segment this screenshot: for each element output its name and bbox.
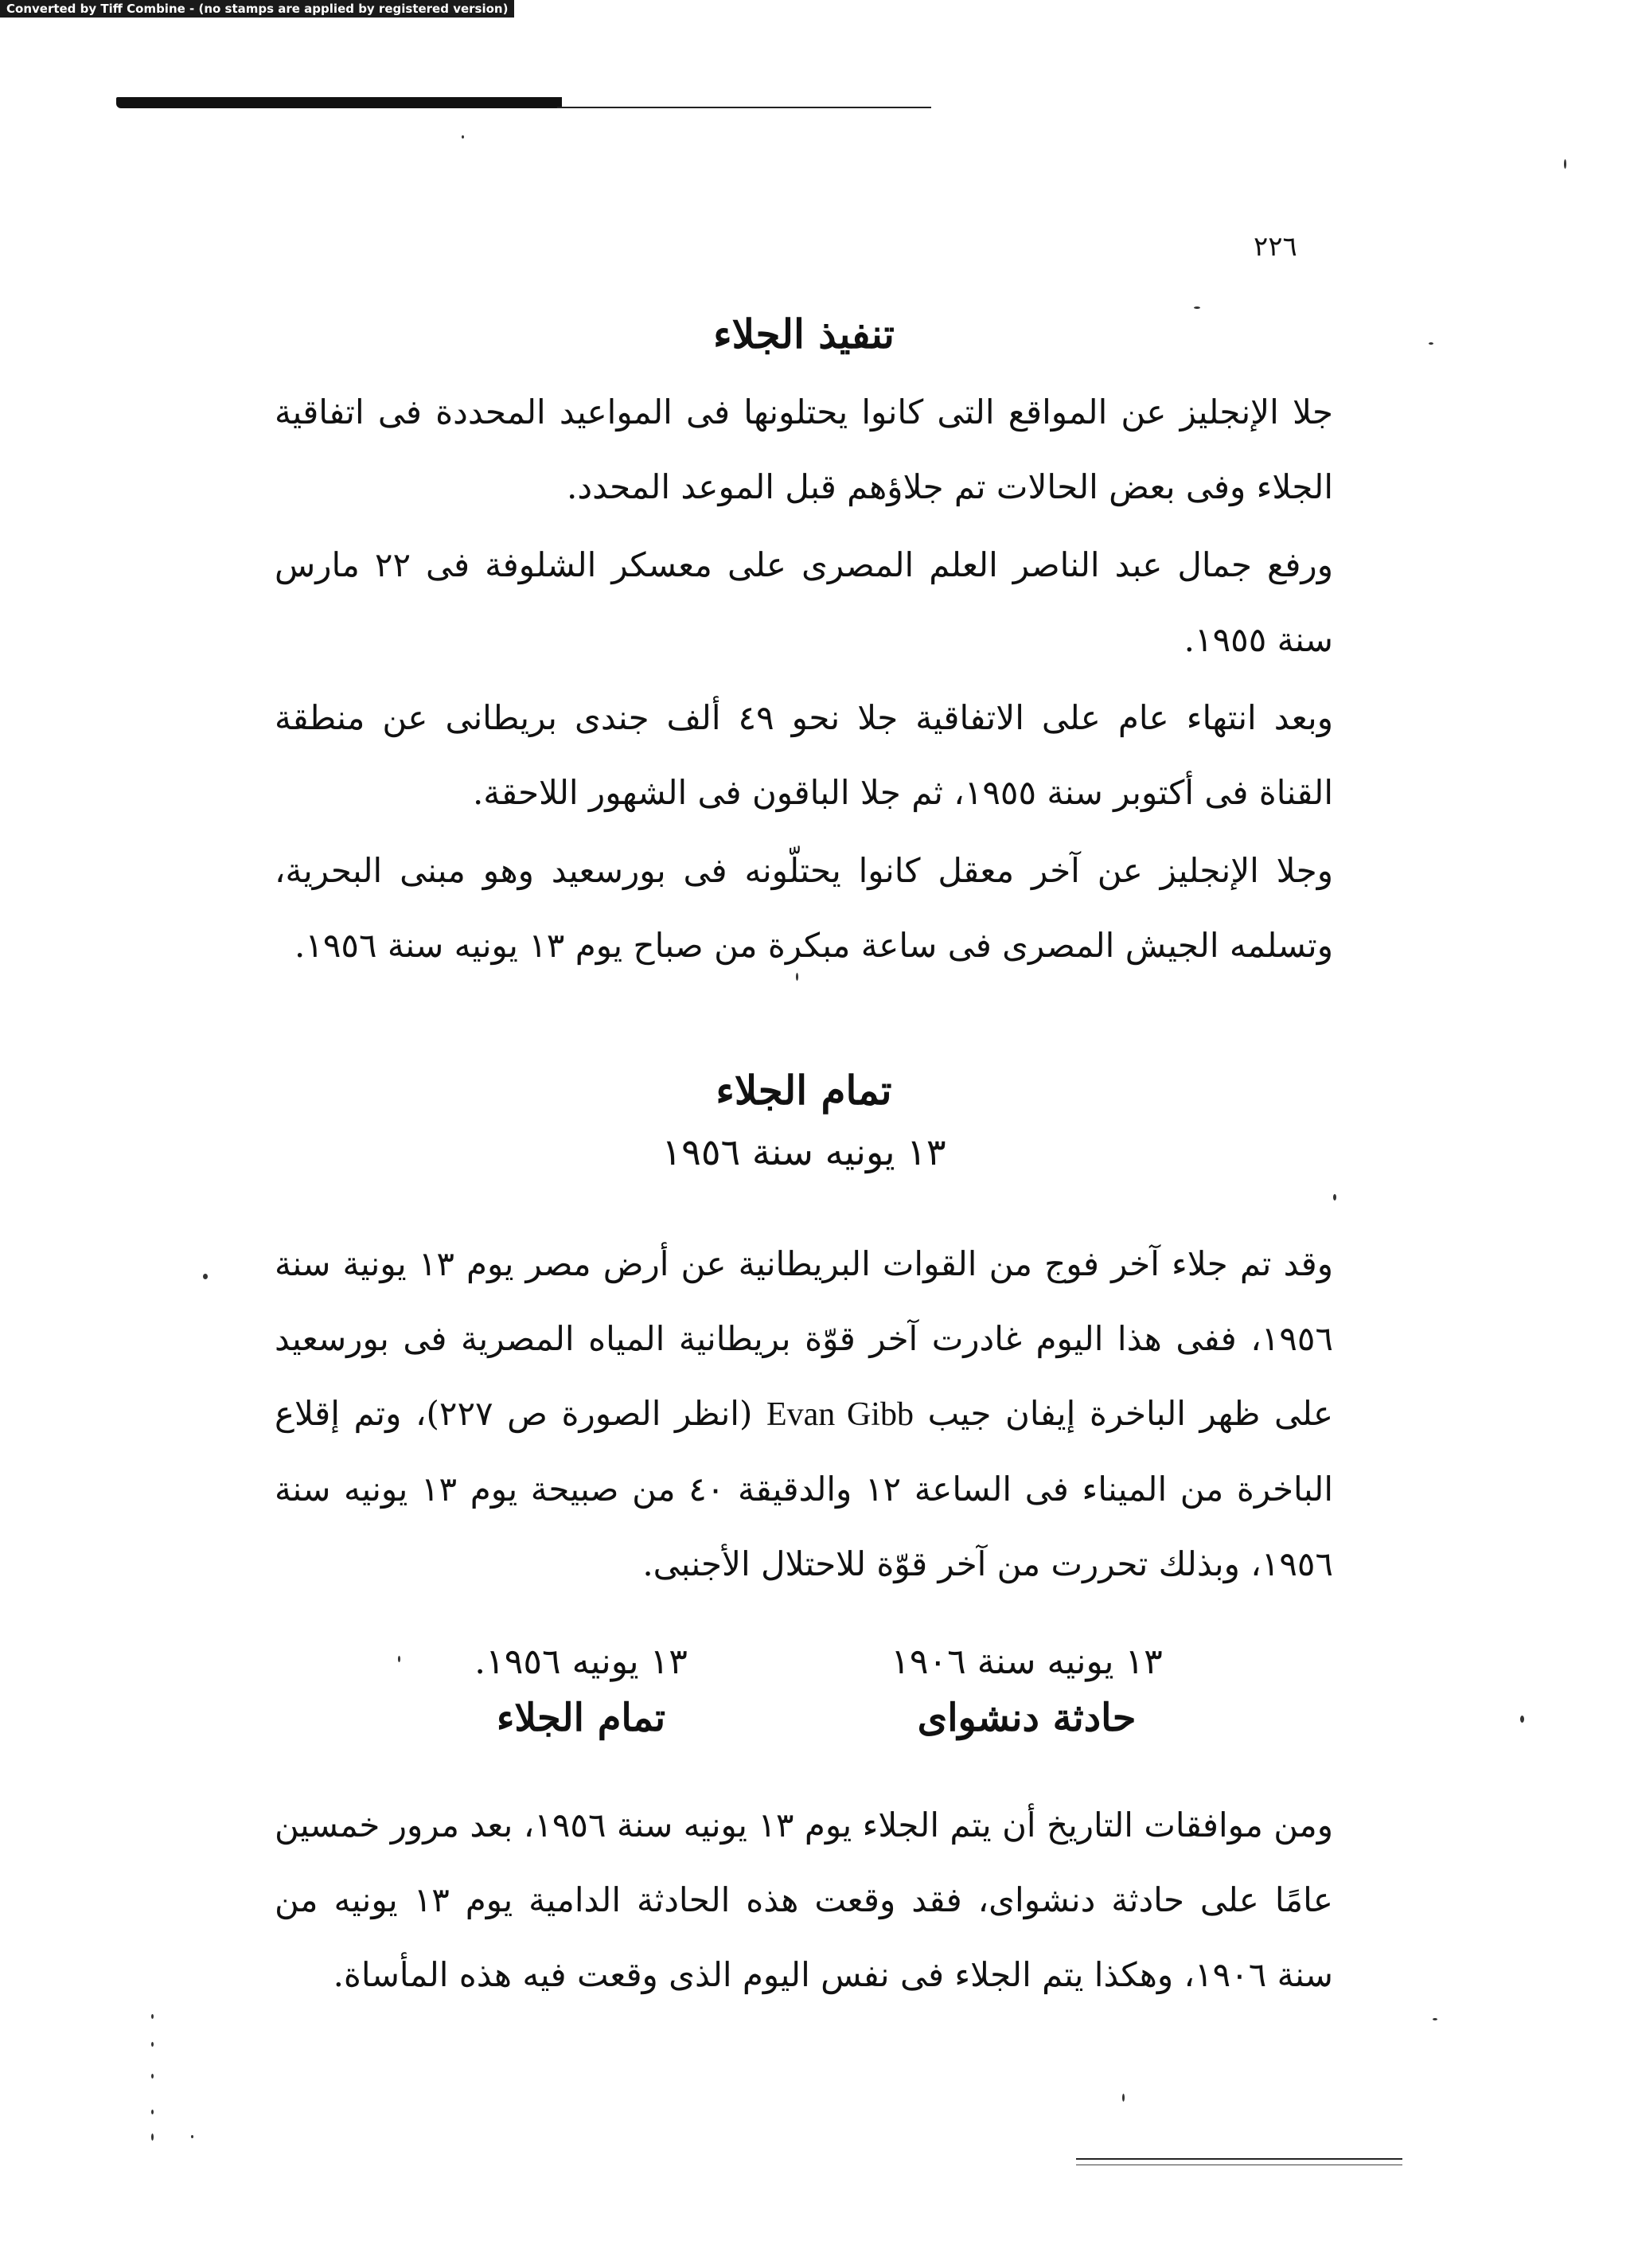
event-label: حادثة دنشواى bbox=[917, 1696, 1137, 1741]
event-label: تمام الجلاء bbox=[496, 1696, 666, 1741]
date-label: ١٣ يونيه ١٩٥٦. bbox=[474, 1641, 688, 1683]
scan-speck bbox=[151, 2074, 154, 2079]
scan-speck bbox=[151, 2110, 154, 2114]
scan-speck bbox=[1333, 1194, 1336, 1200]
paragraph: وجلا الإنجليز عن آخر معقل كانوا يحتلّونه فى بورسعيد وهو مبنى البحرية، وتسلمه الجيش المصرى فى ساعة مبكرة من صباح يوم ١٣ يونيه سنة ١٩٥٦. bbox=[275, 851, 1333, 965]
section-subtitle-date: ١٣ يونيه سنة ١٩٥٦ bbox=[661, 1130, 946, 1173]
scan-speck bbox=[1564, 159, 1566, 169]
closing-paragraph: ومن موافقات التاريخ أن يتم الجلاء يوم ١٣ يونيه سنة ١٩٥٦، بعد مرور خمسين عامًا على حادثة دنشواى، فقد وقعت هذه الحادثة الدامية يوم ١٣ يونيه من سنة ١٩٠٦، وهكذا يتم الجلاء فى نفس اليوم الذى وقعت فيه هذه المأساة. bbox=[275, 1805, 1334, 1995]
scan-speck bbox=[796, 973, 798, 981]
section-gap bbox=[275, 1177, 1333, 1227]
paragraph: ورفع جمال عبد الناصر العلم المصرى على معسكر الشلوفة فى ٢٢ مارس سنة ١٩٥٥. bbox=[275, 545, 1333, 659]
scan-speck bbox=[1429, 342, 1433, 345]
header-rule-thick bbox=[116, 97, 562, 108]
scan-speck bbox=[1122, 2094, 1125, 2102]
footer-rule bbox=[1076, 2158, 1402, 2160]
page-number: ٢٢٦ bbox=[1254, 231, 1297, 263]
scan-speck bbox=[1194, 306, 1200, 309]
ship-name-latin: Evan Gibb bbox=[766, 1396, 914, 1434]
paragraph-text: وقد تم جلاء آخر فوج من القوات البريطانية عن أرض مصر يوم ١٣ يونية سنة ١٩٥٦، ففى هذا اليوم غادرت آخر قوّة بريطانية المياه المصرية فى بورسعيد على ظهر الباخرة إيفان جيب bbox=[275, 1244, 1334, 1434]
paragraph: جلا الإنجليز عن المواقع التى كانوا يحتلونها فى المواعيد المحددة فى اتفاقية الجلاء وفى بعض الحالات تم جلاؤهم قبل الموعد المحدد. bbox=[275, 392, 1333, 506]
header-rule-thin bbox=[557, 107, 931, 108]
paragraph-last-troops bbox=[275, 1227, 1333, 1602]
scan-speck bbox=[1433, 2018, 1437, 2020]
scan-speck bbox=[398, 1656, 400, 1662]
scan-speck bbox=[191, 2135, 193, 2138]
date-column-evacuation bbox=[414, 1637, 748, 1743]
section-title-evacuation-execution: تنفيذ الجلاء bbox=[713, 310, 895, 357]
dates-comparison bbox=[275, 1637, 1333, 1743]
scan-speck bbox=[151, 2042, 154, 2047]
section-title-evacuation-complete: تمام الجلاء bbox=[716, 1067, 892, 1114]
page-content bbox=[275, 306, 1333, 2016]
scan-speck bbox=[1520, 1716, 1524, 1723]
section-gap bbox=[275, 1743, 1333, 1788]
section-gap bbox=[275, 986, 1333, 1063]
scan-speck bbox=[151, 2014, 154, 2019]
scan-speck bbox=[203, 1274, 208, 1279]
date-column-dinshaway bbox=[860, 1637, 1194, 1743]
converter-banner: Converted by Tiff Combine - (no stamps are applied by registered version) bbox=[0, 0, 514, 18]
scan-speck bbox=[462, 135, 464, 139]
paragraph: وبعد انتهاء عام على الاتفاقية جلا نحو ٤٩ ألف جندى بريطانى عن منطقة القناة فى أكتوبر سنة ١٩٥٥، ثم جلا الباقون فى الشهور اللاحقة. bbox=[275, 698, 1333, 812]
date-label: ١٣ يونيه سنة ١٩٠٦ bbox=[891, 1641, 1163, 1683]
paragraph-text: (انظر الصورة ص ٢٢٧)، وتم إقلاع الباخرة من الميناء فى الساعة ١٢ والدقيقة ٤٠ من صبيحة يوم ١٣ يونيه سنة ١٩٥٦، وبذلك تحررت من آخر قوّة للاحتلال الأجنبى. bbox=[275, 1394, 1333, 1584]
scan-speck bbox=[151, 2133, 154, 2141]
